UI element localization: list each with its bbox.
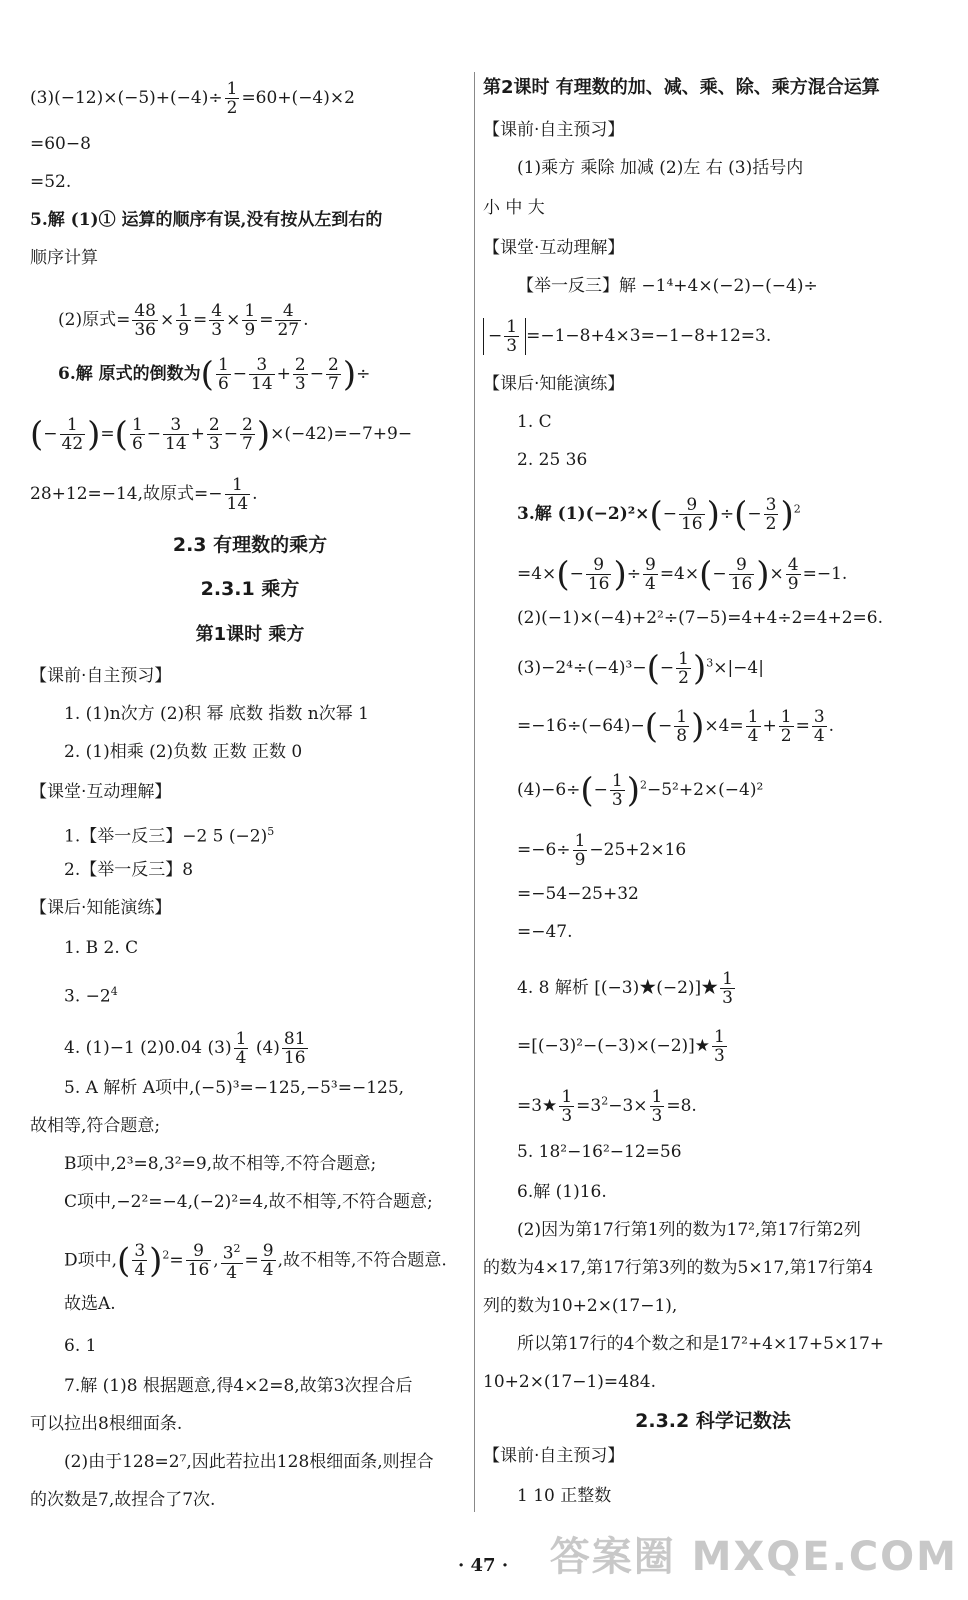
answer-line: D项中,( $\frac{3}{4}$ )$^2$= $\frac{9}{16}$ , $\frac{3^2}{4}$ = $\frac{9}{4}$ ,故不相等,不符合题意. bbox=[64, 1240, 447, 1283]
answer-line: 5. 18²−16²−12=56 bbox=[517, 1142, 682, 1162]
text: =[(−3)²−(−3)×(−2)]★ bbox=[517, 1036, 711, 1056]
q5-formula: (2)原式= $\frac{48}{36}$ × $\frac{1}{9}$ = $\frac{4}{3}$ × $\frac{1}{9}$ = $\frac{4}{27}$ . bbox=[58, 301, 309, 340]
watermark-logo: 答案圈 MXQE.COM bbox=[549, 1534, 958, 1580]
text: 28+12=−14,故原式=− bbox=[30, 484, 223, 504]
answer-line: (2)由于128=2⁷,因此若拉出128根细面条,则捏合 bbox=[64, 1452, 434, 1472]
subsection-title: 2.3.2 科学记数法 bbox=[635, 1410, 791, 1432]
answer-line: 4. 8 解析 [(−3)★(−2)]★ $\frac{1}{3}$ bbox=[517, 969, 733, 1008]
text: (4)−6÷ bbox=[517, 780, 581, 800]
answer-line: (4)−6÷(− $\frac{1}{3}$ )$^2$−5²+2×(−4)² bbox=[517, 770, 764, 811]
text: 4. (1)−1 (2)0.04 (3) bbox=[64, 1038, 232, 1058]
answer-line: (3)−2⁴÷(−4)³−(− $\frac{1}{2}$ )$^3$×|−4| bbox=[517, 648, 764, 689]
answer-line: 1 10 正整数 bbox=[517, 1486, 612, 1506]
answer-line: 的次数是7,故捏合了7次. bbox=[30, 1490, 216, 1510]
text: 3. −2 bbox=[64, 986, 111, 1007]
section-title: 2.3 有理数的乘方 bbox=[172, 534, 328, 556]
answer-line: 3.解 (1)(−2)²×(− $\frac{9}{16}$ )÷(− $\frac{3}{2}$ )$^2$ bbox=[517, 494, 801, 535]
text: =−7+9− bbox=[333, 424, 413, 444]
lesson-title: 第1课时 乘方 bbox=[195, 624, 305, 645]
text: ×|−4| bbox=[713, 658, 764, 678]
answer-line: 1. C bbox=[517, 412, 552, 432]
text: =−1. bbox=[802, 564, 848, 584]
answer-line: 7.解 (1)8 根据题意,得4×2=8,故第3次捏合后 bbox=[64, 1376, 413, 1396]
answer-line bbox=[483, 318, 771, 355]
answer-line: 4. (1)−1 (2)0.04 (3) $\frac{1}{4}$ (4) $\frac{81}{16}$ bbox=[64, 1029, 306, 1068]
q6-line: 28+12=−14,故原式=− $\frac{1}{14}$ . bbox=[30, 475, 258, 514]
answer-line: 1. B 2. C bbox=[64, 938, 139, 958]
answer-line: 10+2×(17−1)=484. bbox=[483, 1372, 656, 1392]
answer-line: =[(−3)²−(−3)×(−2)]★ $\frac{1}{3}$ bbox=[517, 1027, 725, 1066]
text: −25+2×16 bbox=[589, 840, 687, 860]
q5-line: 5.解 (1)① 运算的顺序有误,没有按从左到右的 bbox=[30, 210, 383, 230]
answer-line: 3. $-2^4$ bbox=[64, 985, 118, 1007]
answer-line: =−6÷ $\frac{1}{9}$ −25+2×16 bbox=[517, 831, 687, 870]
text: =−16÷(−64)− bbox=[517, 716, 645, 736]
answer-line: =4×(− $\frac{9}{16}$ )÷ $\frac{9}{4}$ =4×(− $\frac{9}{16}$ )× $\frac{4}{9}$ =−1. bbox=[517, 554, 848, 595]
answer-line: 1.【举一反三】−2 5 $(-2)^5$ bbox=[64, 825, 275, 847]
text: =3★ bbox=[517, 1096, 558, 1116]
text: (3)(−12)×(−5)+(−4)÷ bbox=[30, 88, 223, 108]
answer-line: 故选A. bbox=[64, 1294, 116, 1314]
answer-line: 1. (1)n次方 (2)积 幂 底数 指数 n次幂 1 bbox=[64, 704, 369, 724]
fraction: $\frac{4}{3}$ bbox=[211, 301, 223, 340]
column-divider bbox=[474, 72, 475, 1512]
answer-line: 可以拉出8根细面条. bbox=[30, 1414, 183, 1434]
answer-line: 2.【举一反三】8 bbox=[64, 860, 194, 880]
answer-line: 6.解 (1)16. bbox=[517, 1182, 607, 1202]
fraction: $\frac{48}{36}$ bbox=[134, 301, 156, 340]
section-header: 【课前·自主预习】 bbox=[30, 666, 172, 686]
answer-line: (1)乘方 乘除 加减 (2)左 右 (3)括号内 bbox=[517, 158, 804, 178]
answer-line: B项中,2³=8,3²=9,故不相等,不符合题意; bbox=[64, 1154, 377, 1174]
text: (3)−2⁴÷(−4)³− bbox=[517, 658, 647, 678]
lesson-title: 第2课时 有理数的加、减、乘、除、乘方混合运算 bbox=[483, 77, 880, 98]
section-header: 【课后·知能演练】 bbox=[483, 374, 625, 394]
answer-line: (2)(−1)×(−4)+2²÷(7−5)=4+4÷2=4+2=6. bbox=[517, 608, 883, 628]
text: 4. 8 解析 [(−3)★(−2)]★ bbox=[517, 978, 719, 998]
answer-line: =−47. bbox=[517, 922, 573, 942]
section-header: 【课前·自主预习】 bbox=[483, 1446, 625, 1466]
answer-line: =3★ $\frac{1}{3}$ $=3^2-3\times$ $\frac{1}{3}$ =8. bbox=[517, 1087, 697, 1126]
text: =−6÷ bbox=[517, 840, 571, 860]
answer-line: 所以第17行的4个数之和是17²+4×17+5×17+ bbox=[517, 1334, 885, 1354]
answer-line: 列的数为10+2×(17−1), bbox=[483, 1296, 678, 1316]
text: 1.【举一反三】−2 5 (−2) bbox=[64, 826, 268, 847]
text: 3.解 (1)(−2)²× bbox=[517, 504, 650, 524]
section-header: 【课堂·互动理解】 bbox=[30, 782, 172, 802]
answer-line: 小 中 大 bbox=[483, 198, 545, 218]
q6-line: (− $\frac{1}{42}$ )=( $\frac{1}{6}$ − $\frac{3}{14}$ + $\frac{2}{3}$ − $\frac{2}{7}$ )×(−42)=−7+9− bbox=[30, 414, 413, 455]
answer-line: 2. 25 36 bbox=[517, 450, 588, 470]
absolute-value: − $\frac{1}{3}$ bbox=[483, 318, 526, 355]
line-3 bbox=[30, 80, 355, 117]
page-number: · 47 · bbox=[458, 1555, 509, 1576]
text: =60+(−4)×2 bbox=[241, 88, 355, 108]
answer-line: 6. 1 bbox=[64, 1336, 97, 1356]
section-header: 【课前·自主预习】 bbox=[483, 120, 625, 140]
answer-line: 【举一反三】解 −1⁴+4×(−2)−(−4)÷ bbox=[517, 276, 818, 296]
answer-line: (2)因为第17行第1列的数为17²,第17行第2列 bbox=[517, 1220, 861, 1240]
text: =−1−8+4×3=−1−8+12=3. bbox=[526, 326, 772, 346]
q5-line: 顺序计算 bbox=[30, 248, 98, 268]
q6-line: 6.解 原式的倒数为( $\frac{1}{6}$ − $\frac{3}{14}$ + $\frac{2}{3}$ − $\frac{2}{7}$ )÷ bbox=[58, 354, 371, 395]
text: (2)原式= bbox=[58, 310, 131, 330]
text: −5²+2×(−4)² bbox=[647, 780, 764, 800]
fraction: $\frac{1}{9}$ bbox=[244, 301, 256, 340]
answer-line: =−54−25+32 bbox=[517, 884, 639, 904]
section-header: 【课后·知能演练】 bbox=[30, 898, 172, 918]
answer-line: C项中,−2²=−4,(−2)²=4,故不相等,不符合题意; bbox=[64, 1192, 433, 1212]
fraction: $\frac{1}{9}$ bbox=[178, 301, 190, 340]
section-header: 【课堂·互动理解】 bbox=[483, 238, 625, 258]
text: 6.解 原式的倒数为 bbox=[58, 364, 201, 384]
answer-line: 2. (1)相乘 (2)负数 正数 正数 0 bbox=[64, 742, 303, 762]
subsection-title: 2.3.1 乘方 bbox=[200, 578, 300, 600]
answer-line: 故相等,符合题意; bbox=[30, 1116, 161, 1136]
line: =52. bbox=[30, 172, 72, 192]
text: D项中, bbox=[64, 1250, 118, 1271]
answer-line: 的数为4×17,第17行第3列的数为5×17,第17行第4 bbox=[483, 1258, 874, 1278]
text: =8. bbox=[666, 1096, 697, 1116]
answer-line: 5. A 解析 A项中,(−5)³=−125,−5³=−125, bbox=[64, 1078, 405, 1098]
line: =60−8 bbox=[30, 134, 91, 154]
text: ,故不相等,不符合题意. bbox=[277, 1250, 447, 1271]
answer-line: =−16÷(−64)−(− $\frac{1}{8}$ )×4= $\frac{1}{4}$ + $\frac{1}{2}$ = $\frac{3}{4}$ . bbox=[517, 706, 835, 747]
fraction: $\frac{1}{2}$ bbox=[226, 79, 238, 118]
fraction: $\frac{4}{27}$ bbox=[277, 301, 300, 340]
